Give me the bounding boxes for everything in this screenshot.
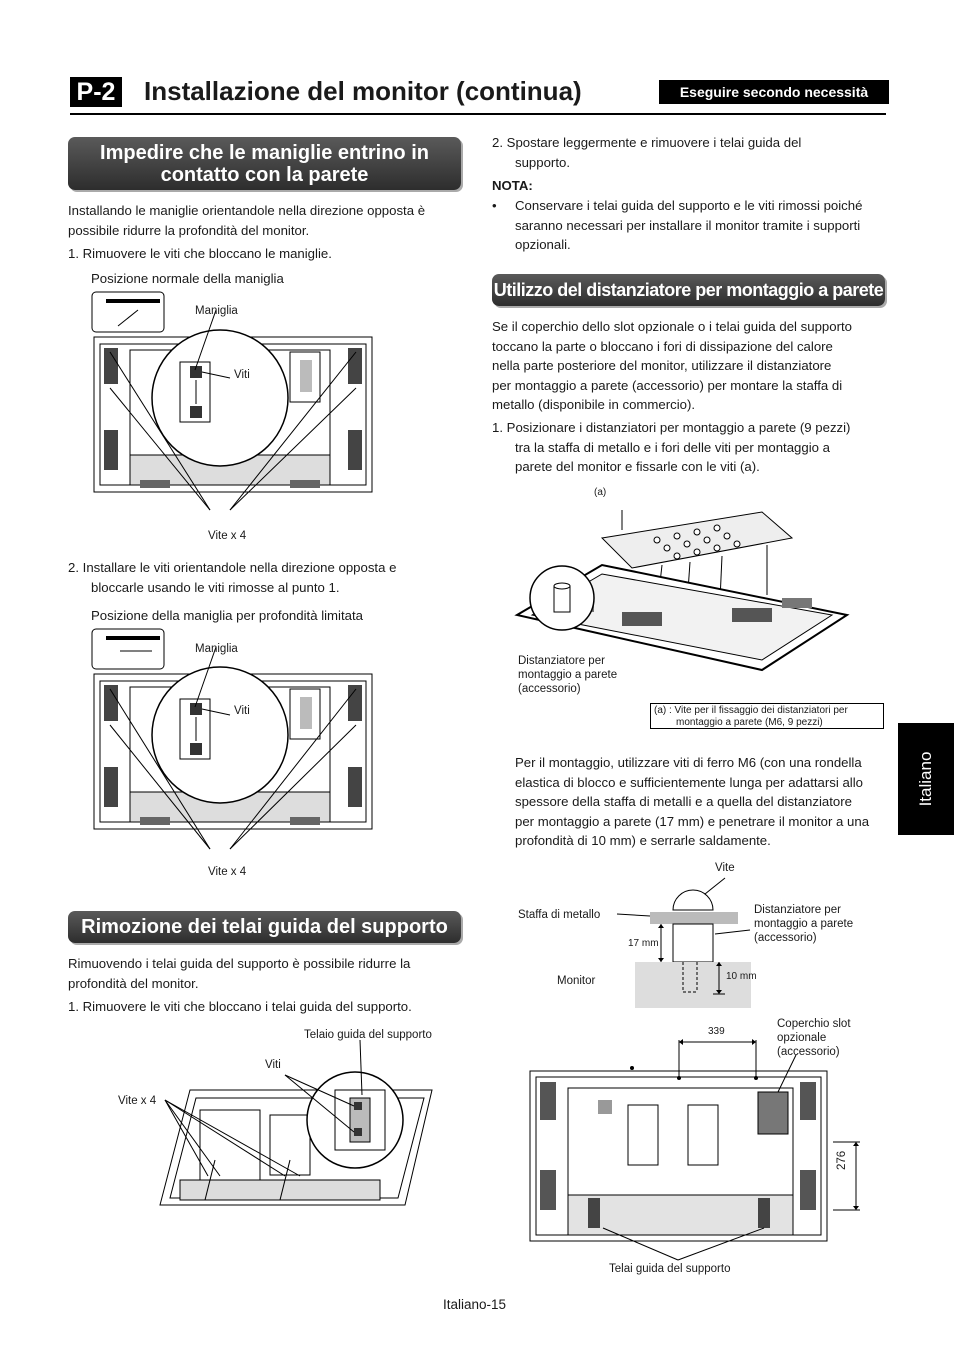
label-spacer <box>518 654 617 696</box>
label-maniglia: Maniglia <box>195 305 238 317</box>
guide-frame-removal-diagram <box>140 1040 440 1220</box>
text-line: nella parte posteriore del monitor, utilizzare il distanziatore <box>492 358 832 373</box>
nota-bullet: • <box>492 198 497 213</box>
text-line: (accessorio) <box>518 683 581 695</box>
text-line: (accessorio) <box>754 932 817 944</box>
label-guide-frames: Telai guida del supporto <box>609 1263 731 1275</box>
section-badge: P-2 <box>70 77 122 107</box>
page-number: Italiano-15 <box>443 1297 507 1312</box>
text-line: toccano la parte o bloccano i fori di dissipazione del calore <box>492 338 833 354</box>
label-viti: Viti <box>234 705 250 717</box>
text-line: possibile ridurre la profondità del monitor. <box>68 222 310 238</box>
label-staffa: Staffa di metallo <box>518 909 601 921</box>
label-vite-x4: Vite x 4 <box>118 1095 157 1107</box>
text-line: profondità del monitor. <box>68 975 199 991</box>
text-line: 2. Installare le viti orientandole nella direzione opposta e <box>68 560 397 575</box>
text-line: opzionali. <box>515 237 571 252</box>
text-line: metallo (disponibile in commercio). <box>492 397 696 412</box>
text-line: montaggio a parete (M6, 9 pezzi) <box>676 717 823 728</box>
text-line: profondità di 10 mm) e serrarle saldamente. <box>515 833 771 848</box>
label-monitor: Monitor <box>557 975 596 987</box>
text-line: per montaggio a parete (accessorio) per montare la staffa di <box>492 377 843 393</box>
text-line: Distanziatore per <box>518 655 605 667</box>
label-telaio: Telaio guida del supporto <box>304 1029 432 1041</box>
heading-line: Impedire che le maniglie entrino in <box>100 142 429 164</box>
label-276: 276 <box>836 1150 848 1170</box>
section-heading-handles <box>68 137 461 190</box>
nota-label: NOTA: <box>492 178 533 193</box>
handle-limited-depth-diagram <box>90 627 380 867</box>
nota-text <box>515 196 862 255</box>
text-line: Per il montaggio, utilizzare viti di ferro M6 (con una rondella <box>515 755 862 770</box>
page-title: Installazione del monitor (continua) <box>144 76 582 106</box>
monitor-back-diagram <box>528 1030 864 1245</box>
intro-paragraph <box>68 201 425 240</box>
text-line: spessore della staffa di metalli e a quella del distanziatore <box>515 794 852 809</box>
text-line: 2. Spostare leggermente e rimuovere i telai guida del <box>492 135 802 150</box>
text-line: Distanziatore per <box>754 904 841 916</box>
figure-caption: Posizione della maniglia per profondità limitata <box>91 608 363 623</box>
handle-normal-diagram <box>90 290 380 530</box>
header-rule <box>70 113 886 115</box>
text-line: Conservare i telai guida del supporto e le viti rimossi poiché <box>515 198 863 213</box>
label-viti: Viti <box>234 369 250 381</box>
text-line: supporto. <box>515 154 570 170</box>
label-339: 339 <box>708 1026 725 1037</box>
step-2 <box>68 558 396 597</box>
text-line: parete del monitor e fissarle con le viti (a). <box>515 459 760 474</box>
label-option-slot-cover <box>777 1017 851 1059</box>
label-10mm: 10 mm <box>726 971 757 982</box>
label-spacer-cs <box>754 903 853 945</box>
section-heading-spacer: Utilizzo del distanziatore per montaggio a parete <box>492 274 885 306</box>
text-line: opzionale <box>777 1032 827 1044</box>
label-vite-x4: Vite x 4 <box>208 530 247 542</box>
label-vite: Vite <box>715 862 735 874</box>
label-17mm: 17 mm <box>628 938 659 949</box>
screw-note-box <box>650 703 884 729</box>
label-vite-x4: Vite x 4 <box>208 866 247 878</box>
text-line: tra la staffa di metallo e i fori delle viti per montaggio a <box>515 439 830 455</box>
text-line: (accessorio) <box>777 1046 840 1058</box>
text-line: Installando le maniglie orientandole nella direzione opposta è <box>68 203 426 218</box>
text-line: elastica di blocco e sufficientemente lunga per adattarsi allo <box>515 774 863 790</box>
text-line: montaggio a parete <box>754 918 854 930</box>
text-line: (a) : Vite per il fissaggio dei distanziatori per <box>654 705 848 716</box>
mounting-paragraph <box>515 753 869 851</box>
step-1: 1. Rimuovere le viti che bloccano le maniglie. <box>68 246 332 261</box>
step-2-right <box>492 133 801 172</box>
spacer-paragraph <box>492 317 852 415</box>
heading-line: contatto con la parete <box>160 164 369 186</box>
label-a: (a) <box>594 487 607 498</box>
language-tab-label: Italiano <box>916 751 935 807</box>
text-line: Coperchio slot <box>777 1018 851 1030</box>
section-heading-guide-frames: Rimozione dei telai guida del supporto <box>68 911 461 943</box>
language-tab <box>898 723 954 835</box>
text-line: montaggio a parete <box>518 669 618 681</box>
optional-tag: Eseguire secondo necessità <box>659 80 889 104</box>
step-1-spacer <box>492 418 850 477</box>
text-line: 1. Posizionare i distanziatori per montaggio a parete (9 pezzi) <box>492 420 851 435</box>
text-line: Rimuovendo i telai guida del supporto è possibile ridurre la <box>68 956 411 971</box>
text-line: Se il coperchio dello slot opzionale o i telai guida del supporto <box>492 319 852 334</box>
intro-paragraph <box>68 954 410 993</box>
label-viti: Viti <box>265 1059 281 1071</box>
figure-caption: Posizione normale della maniglia <box>91 271 284 286</box>
step-1: 1. Rimuovere le viti che bloccano i telai guida del supporto. <box>68 999 412 1014</box>
text-line: bloccarle usando le viti rimosse al punto 1. <box>91 579 340 595</box>
text-line: saranno necessari per installare il monitor tramite i supporti <box>515 217 861 233</box>
label-maniglia: Maniglia <box>195 643 238 655</box>
text-line: per montaggio a parete (17 mm) e penetrare il monitor a una <box>515 813 870 829</box>
